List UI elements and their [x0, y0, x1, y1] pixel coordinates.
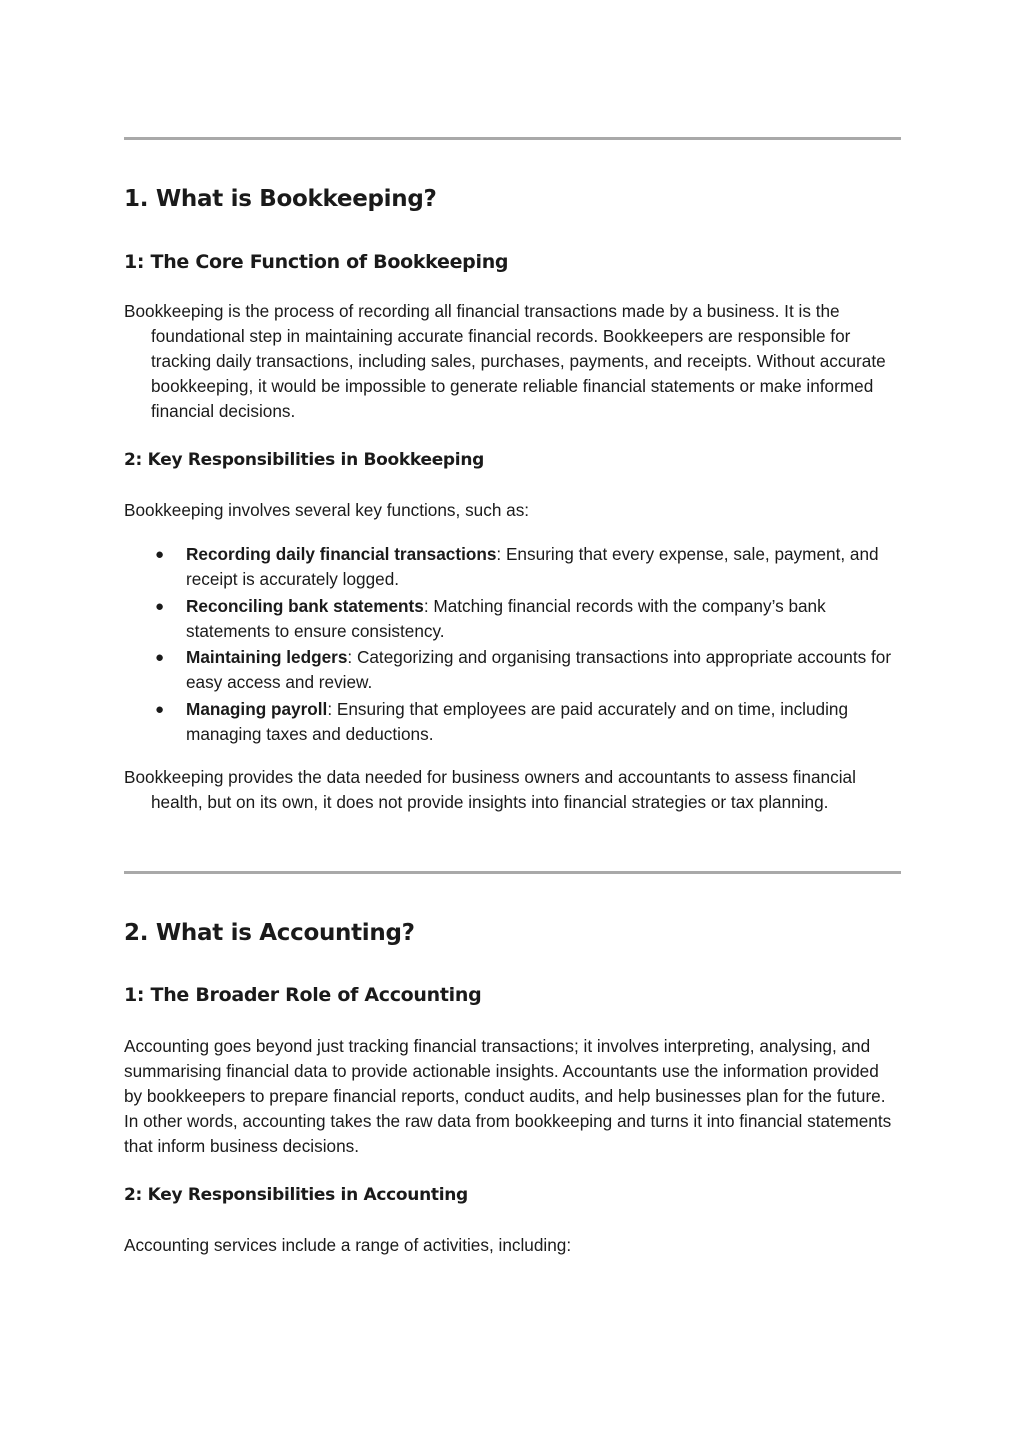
horizontal-rule-top [124, 137, 901, 140]
list-item-term: Recording daily financial transactions [186, 544, 497, 564]
section-1-subheading-1: 1: The Core Function of Bookkeeping [124, 251, 509, 273]
section-1-subheading-2: 2: Key Responsibilities in Bookkeeping [124, 450, 485, 470]
section-1-heading: 1. What is Bookkeeping? [124, 186, 437, 212]
section-1-paragraph-core-function: Bookkeeping is the process of recording all financial transactions made by a business. It is the foundational step in maintaining accurate financial records. Bookkeepers are responsible for tracking daily transactions, including sales, purchases, payments, and receipts. Without accurate bookkeeping, it would be impossible to generate reliable financial statements or make informed financial decisions. [124, 301, 886, 421]
bullet-icon: ● [155, 649, 165, 666]
bullet-icon: ● [155, 546, 165, 563]
list-item-term: Managing payroll [186, 698, 328, 719]
list-item-term: Reconciling bank statements [186, 595, 424, 616]
bookkeeping-responsibilities-list [124, 542, 900, 748]
section-2-heading: 2. What is Accounting? [124, 920, 415, 946]
section-2-paragraph-broader-role: Accounting goes beyond just tracking financial transactions; it involves interpreting, analysing, and summarising financial data to provide actionable insights. Accountants use the information provided by bookkeepers to prepare financial reports, conduct audits, and help businesses plan for the future. In other words, accounting takes the raw data from bookkeeping and turns it into financial statements that inform business decisions. [124, 1036, 892, 1156]
section-2-subheading-1: 1: The Broader Role of Accounting [124, 984, 482, 1006]
list-item-term: Maintaining ledgers [186, 647, 348, 667]
section-1-intro: Bookkeeping involves several key functions, such as: [124, 500, 530, 520]
section-2-intro: Accounting services include a range of activities, including: [124, 1235, 572, 1255]
list-item-desc: : Ensuring that every expense, sale, payment, and receipt is accurately logged. [186, 544, 879, 589]
list-item-desc: : Matching financial records with the company’s bank statements to ensure consistency. [186, 595, 826, 641]
list-item [124, 645, 900, 695]
list-item [124, 697, 900, 747]
list-item [124, 594, 900, 644]
bullet-icon: ● [155, 597, 165, 615]
list-item [124, 542, 900, 592]
section-2-subheading-2: 2: Key Responsibilities in Accounting [124, 1185, 468, 1205]
section-1-closing-paragraph: Bookkeeping provides the data needed for business owners and accountants to assess financial health, but on its own, it does not provide insights into financial strategies or tax planning. [124, 767, 856, 812]
horizontal-rule-middle [124, 871, 901, 874]
list-item-desc: : Ensuring that employees are paid accurately and on time, including managing taxes and deductions. [186, 698, 849, 744]
list-item-desc: : Categorizing and organising transactions into appropriate accounts for easy access and review. [186, 647, 892, 692]
bullet-icon: ● [155, 700, 165, 718]
